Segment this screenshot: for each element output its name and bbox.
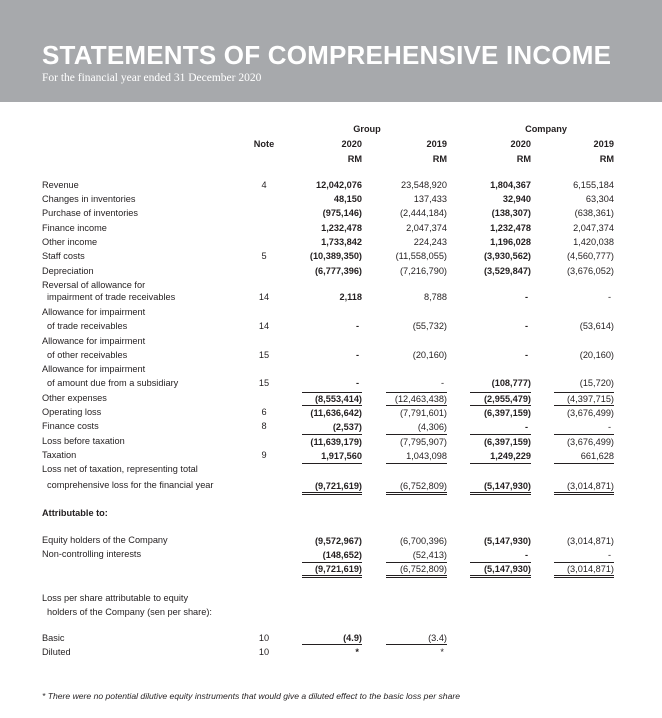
value-cell: 137,433: [413, 194, 447, 204]
total-double-rule: [302, 575, 362, 578]
value-cell: (3,014,871): [567, 536, 614, 546]
value-cell: 1,196,028: [490, 237, 531, 247]
row-label: Non-controlling interests: [42, 549, 142, 559]
total-double-rule: [554, 492, 614, 495]
value-cell: 1,043,098: [406, 451, 447, 461]
row-label: Other income: [42, 237, 98, 247]
value-cell: 48,150: [333, 194, 362, 204]
subtotal-rule: [386, 434, 447, 435]
total-double-rule: [470, 492, 531, 495]
value-cell: (3,676,499): [567, 408, 614, 418]
row-label: impairment of trade receivables: [47, 292, 176, 302]
row-label: of other receivables: [47, 350, 128, 360]
value-cell: (20,160): [412, 350, 447, 360]
subtotal-rule: [554, 405, 614, 406]
subtotal-rule: [386, 405, 447, 406]
value-cell: 1,232,478: [321, 223, 362, 233]
subtotal-rule: [302, 463, 362, 464]
value-cell: 1,804,367: [490, 180, 531, 190]
subtotal-rule: [386, 644, 447, 645]
title-banner: [0, 0, 662, 102]
value-cell: (5,147,930): [484, 564, 531, 574]
total-double-rule: [470, 575, 531, 578]
value-cell: (8,553,414): [315, 394, 362, 404]
value-cell: 2,118: [339, 292, 362, 302]
note-ref: 14: [258, 292, 270, 302]
value-cell: (11,639,179): [310, 437, 362, 447]
value-cell: (6,700,396): [400, 536, 447, 546]
value-cell: 1,232,478: [490, 223, 531, 233]
value-cell: (7,791,601): [400, 408, 447, 418]
note-column-header: Note: [253, 139, 275, 149]
attributable-heading: Attributable to:: [42, 508, 108, 518]
value-cell: (2,955,479): [484, 394, 531, 404]
value-cell: 23,548,920: [401, 180, 447, 190]
row-label: of amount due from a subsidiary: [47, 378, 179, 388]
value-cell: (6,397,159): [484, 408, 531, 418]
value-cell: (4,560,777): [567, 251, 614, 261]
subtotal-rule: [302, 405, 362, 406]
value-cell: (52,413): [412, 550, 447, 560]
row-label: Allowance for impairment: [42, 307, 146, 317]
subtotal-rule: [302, 434, 362, 435]
value-cell: 224,243: [413, 237, 447, 247]
value-cell: (5,147,930): [484, 481, 531, 491]
subtotal-rule: [302, 392, 362, 393]
row-label: Basic: [42, 633, 65, 643]
row-label: Purchase of inventories: [42, 208, 139, 218]
total-double-rule: [302, 492, 362, 495]
value-cell: -: [355, 321, 359, 331]
value-cell: (11,636,642): [310, 408, 362, 418]
value-cell: (9,721,619): [315, 564, 362, 574]
group-2020-unit: RM: [347, 154, 362, 164]
value-cell: 2,047,374: [573, 223, 614, 233]
value-cell: (4,306): [417, 422, 447, 432]
note-ref: 15: [258, 378, 270, 388]
value-cell: 6,155,184: [573, 180, 614, 190]
subtotal-rule: [386, 562, 447, 563]
row-label: Reversal of allowance for: [42, 280, 146, 290]
total-double-rule: [386, 492, 447, 495]
subtotal-rule: [470, 463, 531, 464]
value-cell: (638,361): [574, 208, 614, 218]
group-2019-year: 2019: [426, 139, 447, 149]
value-cell: (6,752,809): [400, 481, 447, 491]
value-cell: 1,249,229: [490, 451, 531, 461]
value-cell: (9,572,967): [315, 536, 362, 546]
value-cell: (975,146): [322, 208, 362, 218]
subtotal-rule: [470, 392, 531, 393]
row-label: Revenue: [42, 180, 79, 190]
row-label: comprehensive loss for the financial year: [47, 480, 214, 490]
row-label: Other expenses: [42, 393, 107, 403]
value-cell: (6,397,159): [484, 437, 531, 447]
value-cell: -: [607, 422, 611, 432]
subtotal-rule: [302, 644, 362, 645]
value-cell: 2,047,374: [406, 223, 447, 233]
group-2020-year: 2020: [341, 139, 362, 149]
value-cell: -: [440, 378, 444, 388]
note-ref: 4: [261, 180, 267, 190]
page-title: STATEMENTS OF COMPREHENSIVE INCOME: [42, 40, 612, 70]
value-cell: -: [524, 550, 528, 560]
value-cell: (3,930,562): [484, 251, 531, 261]
value-cell: 8,788: [424, 292, 447, 302]
subtotal-rule: [470, 405, 531, 406]
value-cell: 32,940: [502, 194, 531, 204]
lps-heading: holders of the Company (sen per share):: [47, 607, 212, 617]
value-cell: (6,752,809): [400, 564, 447, 574]
row-label: Finance costs: [42, 421, 99, 431]
total-double-rule: [554, 575, 614, 578]
company-2020-unit: RM: [516, 154, 531, 164]
value-cell: 63,304: [585, 194, 614, 204]
subtotal-rule: [386, 392, 447, 393]
value-cell: 12,042,076: [316, 180, 362, 190]
row-label: Loss net of taxation, representing total: [42, 464, 198, 474]
footnote: * There were no potential dilutive equity instruments that would give a diluted effect to the basic loss per share: [42, 691, 460, 701]
value-cell: (7,795,907): [400, 437, 447, 447]
subtotal-rule: [554, 392, 614, 393]
value-cell: (11,558,055): [395, 251, 447, 261]
value-cell: 1,420,038: [573, 237, 614, 247]
subtotal-rule: [470, 434, 531, 435]
value-cell: -: [524, 422, 528, 432]
note-ref: 9: [261, 450, 267, 460]
value-cell: 1,917,560: [321, 451, 362, 461]
value-cell: -: [524, 292, 528, 302]
row-label: Loss before taxation: [42, 436, 125, 446]
value-cell: (20,160): [579, 350, 614, 360]
row-label: Allowance for impairment: [42, 336, 146, 346]
company-2019-unit: RM: [599, 154, 614, 164]
row-label: of trade receivables: [47, 321, 128, 331]
value-cell: -: [524, 350, 528, 360]
note-ref: 6: [261, 407, 267, 417]
value-cell: (2,537): [332, 422, 362, 432]
value-cell: -: [607, 550, 611, 560]
value-cell: -: [607, 292, 611, 302]
row-label: Allowance for impairment: [42, 364, 146, 374]
company-2019-year: 2019: [593, 139, 614, 149]
value-cell: (5,147,930): [484, 536, 531, 546]
value-cell: (55,732): [412, 321, 447, 331]
total-double-rule: [386, 575, 447, 578]
value-cell: *: [440, 647, 444, 657]
value-cell: (12,463,438): [394, 394, 447, 404]
row-label: Diluted: [42, 647, 71, 657]
subtotal-rule: [554, 434, 614, 435]
note-ref: 15: [258, 350, 270, 360]
note-ref: 14: [258, 321, 270, 331]
lps-heading: Loss per share attributable to equity: [42, 593, 189, 603]
value-cell: (148,652): [322, 550, 362, 560]
value-cell: (108,777): [491, 378, 531, 388]
value-cell: -: [524, 321, 528, 331]
value-cell: (9,721,619): [315, 481, 362, 491]
subtotal-rule: [554, 463, 614, 464]
value-cell: (4.9): [343, 633, 362, 643]
subtotal-rule: [302, 562, 362, 563]
value-cell: (4,397,715): [567, 394, 614, 404]
value-cell: (138,307): [491, 208, 531, 218]
value-cell: (3,014,871): [567, 564, 614, 574]
row-label: Depreciation: [42, 266, 94, 276]
value-cell: 1,733,842: [321, 237, 362, 247]
value-cell: (2,444,184): [400, 208, 447, 218]
value-cell: (10,389,350): [309, 251, 362, 261]
value-cell: -: [355, 350, 359, 360]
value-cell: (53,614): [579, 321, 614, 331]
group-2019-unit: RM: [432, 154, 447, 164]
group-column-header: Group: [353, 124, 381, 134]
value-cell: (3,014,871): [567, 481, 614, 491]
note-ref: 10: [258, 633, 270, 643]
row-label: Changes in inventories: [42, 194, 136, 204]
subtotal-rule: [386, 463, 447, 464]
note-ref: 8: [261, 421, 267, 431]
value-cell: *: [355, 647, 359, 657]
value-cell: (3,676,052): [567, 266, 614, 276]
value-cell: 661,628: [580, 451, 614, 461]
value-cell: (3.4): [428, 633, 447, 643]
company-column-header: Company: [525, 124, 567, 134]
subtotal-rule: [470, 562, 531, 563]
row-label: Equity holders of the Company: [42, 535, 168, 545]
row-label: Staff costs: [42, 251, 85, 261]
value-cell: (3,676,499): [567, 437, 614, 447]
value-cell: (6,777,396): [315, 266, 362, 276]
row-label: Operating loss: [42, 407, 102, 417]
subtotal-rule: [554, 562, 614, 563]
note-ref: 10: [258, 647, 270, 657]
note-ref: 5: [261, 251, 267, 261]
row-label: Taxation: [42, 450, 77, 460]
value-cell: (3,529,847): [484, 266, 531, 276]
company-2020-year: 2020: [510, 139, 531, 149]
value-cell: (15,720): [579, 378, 614, 388]
value-cell: -: [355, 378, 359, 388]
page-subtitle: For the financial year ended 31 December 2020: [42, 72, 262, 84]
row-label: Finance income: [42, 223, 107, 233]
value-cell: (7,216,790): [400, 266, 447, 276]
